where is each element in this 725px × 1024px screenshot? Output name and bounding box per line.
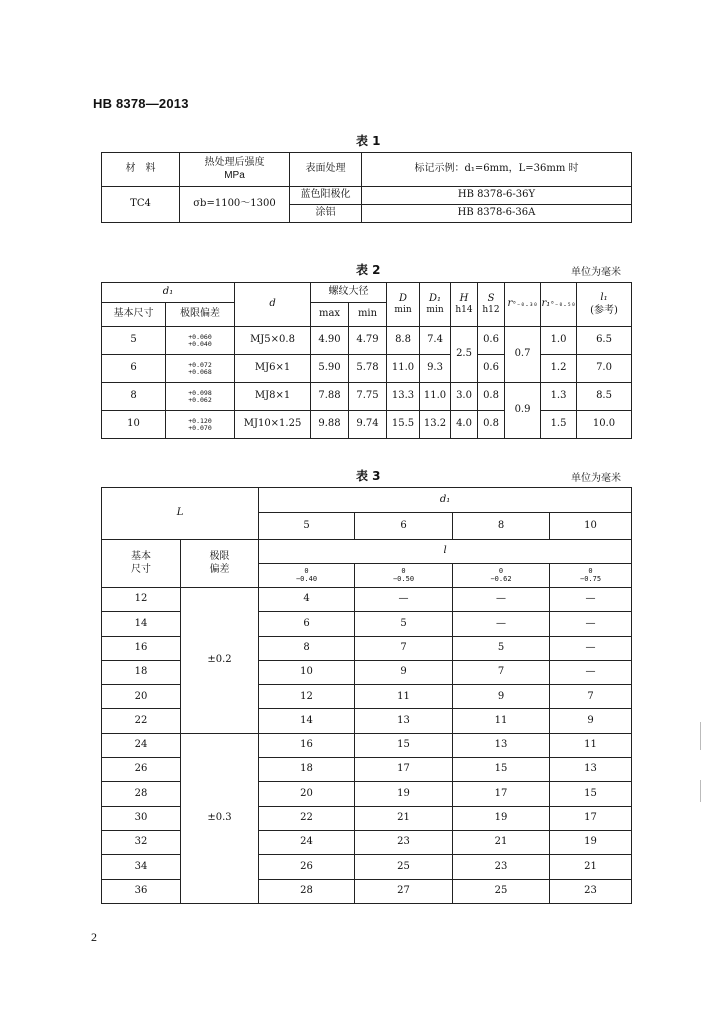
t1-header-surface: 表面处理 bbox=[290, 153, 362, 187]
t2-S: 0.6 bbox=[478, 327, 505, 355]
t3-l-value: 25 bbox=[453, 879, 550, 903]
t3-L: 12 bbox=[102, 588, 181, 612]
t2-r1: 1.0 bbox=[541, 327, 577, 355]
t2-tol-low: +0.068 bbox=[188, 367, 212, 376]
t2-header-H-label: H bbox=[459, 292, 469, 304]
t2-header-d: d bbox=[235, 283, 311, 327]
t1-surface-2: 涂铝 bbox=[290, 205, 362, 223]
t2-header-l1 bbox=[577, 283, 632, 327]
t3-l-value: 9 bbox=[453, 685, 550, 709]
t3-l-value: 22 bbox=[259, 806, 355, 830]
t2-tol-up: +0.098 bbox=[188, 388, 212, 397]
t2-D1: 11.0 bbox=[420, 383, 451, 411]
table-row bbox=[102, 355, 632, 383]
t2-l1: 10.0 bbox=[577, 411, 632, 439]
t2-tol bbox=[166, 383, 235, 411]
t3-l-value: 28 bbox=[259, 879, 355, 903]
t1-header-strength-label: 热处理后强度 bbox=[204, 157, 265, 168]
t3-l-value: 15 bbox=[453, 758, 550, 782]
t3-l-tol-low: −0.62 bbox=[490, 574, 512, 583]
t2-max: 4.90 bbox=[311, 327, 349, 355]
t3-header-tol: 极限 偏差 bbox=[181, 540, 259, 588]
t2-header-D1-label: D₁ bbox=[429, 292, 442, 304]
t3-l-value: 23 bbox=[453, 855, 550, 879]
t2-header-thread: 螺纹大径 bbox=[311, 283, 387, 303]
t3-l-value: 5 bbox=[355, 612, 453, 636]
t2-header-l1-label: l₁ bbox=[600, 292, 608, 303]
t3-l-value: 11 bbox=[550, 733, 632, 757]
t3-l-value: 15 bbox=[550, 782, 632, 806]
t3-l-value: 8 bbox=[259, 636, 355, 660]
t3-l-value: 19 bbox=[550, 830, 632, 854]
t2-S: 0.8 bbox=[478, 383, 505, 411]
t1-strength-value: σb=1100～1300 bbox=[180, 187, 290, 223]
t3-l-value: 23 bbox=[550, 879, 632, 903]
t1-header-strength bbox=[180, 153, 290, 187]
t2-S: 0.8 bbox=[478, 411, 505, 439]
table1 bbox=[101, 152, 632, 223]
t3-l-value: 7 bbox=[453, 660, 550, 684]
t3-l-value: 17 bbox=[355, 758, 453, 782]
t2-D: 13.3 bbox=[387, 383, 420, 411]
t2-tol-up: +0.072 bbox=[188, 360, 212, 369]
t2-min: 9.74 bbox=[349, 411, 387, 439]
t2-min: 5.78 bbox=[349, 355, 387, 383]
t2-header-S-sub: h12 bbox=[482, 305, 500, 316]
t3-l-tol-top: 0 bbox=[498, 566, 504, 575]
t2-r1: 1.2 bbox=[541, 355, 577, 383]
t2-l1: 7.0 bbox=[577, 355, 632, 383]
t2-tol-low: +0.070 bbox=[188, 423, 212, 432]
table3 bbox=[101, 487, 632, 904]
t3-L: 36 bbox=[102, 879, 181, 903]
t2-H-merged: 2.5 bbox=[451, 327, 478, 383]
t2-header-D1-sub: min bbox=[426, 305, 444, 316]
t2-r1: 1.5 bbox=[541, 411, 577, 439]
table-row bbox=[102, 588, 632, 612]
t2-header-S bbox=[478, 283, 505, 327]
t1-material: TC4 bbox=[102, 187, 180, 223]
t3-d1-value: 5 bbox=[259, 513, 355, 540]
t2-header-D1 bbox=[420, 283, 451, 327]
t3-l-tol-low: −0.75 bbox=[580, 574, 602, 583]
t3-header-d1: d₁ bbox=[259, 488, 632, 513]
t2-tol-up: +0.060 bbox=[188, 332, 212, 341]
t2-header-l1-sub: (参考) bbox=[590, 304, 618, 316]
t3-L: 28 bbox=[102, 782, 181, 806]
t2-header-r1-label: r₁ bbox=[541, 298, 551, 310]
t2-header-r1 bbox=[541, 283, 577, 327]
t3-L: 22 bbox=[102, 709, 181, 733]
t3-l-value: — bbox=[453, 588, 550, 612]
t2-max: 5.90 bbox=[311, 355, 349, 383]
t3-l-value: 14 bbox=[259, 709, 355, 733]
t3-l-value: 21 bbox=[550, 855, 632, 879]
t3-L: 26 bbox=[102, 758, 181, 782]
t3-l-value: 9 bbox=[550, 709, 632, 733]
t2-header-r bbox=[505, 283, 541, 327]
t1-mark-2: HB 8378-6-36A bbox=[362, 205, 632, 223]
t2-r1: 1.3 bbox=[541, 383, 577, 411]
t3-l-value: 21 bbox=[453, 830, 550, 854]
t3-l-tol bbox=[550, 564, 632, 588]
t3-L: 30 bbox=[102, 806, 181, 830]
t2-D: 8.8 bbox=[387, 327, 420, 355]
t3-l-value: 25 bbox=[355, 855, 453, 879]
t2-D: 15.5 bbox=[387, 411, 420, 439]
t3-l-value: 5 bbox=[453, 636, 550, 660]
t2-max: 9.88 bbox=[311, 411, 349, 439]
t2-tol-up: +0.120 bbox=[188, 416, 212, 425]
t2-header-D bbox=[387, 283, 420, 327]
t3-l-value: 7 bbox=[355, 636, 453, 660]
t2-header-S-label: S bbox=[487, 292, 495, 304]
t3-header-l: l bbox=[259, 540, 632, 564]
t3-l-value: 17 bbox=[550, 806, 632, 830]
t3-l-value: 6 bbox=[259, 612, 355, 636]
t2-l1: 6.5 bbox=[577, 327, 632, 355]
t2-header-tol: 极限偏差 bbox=[166, 303, 235, 327]
t3-l-tol bbox=[355, 564, 453, 588]
table2-unit: 单位为毫米 bbox=[571, 267, 621, 278]
t3-l-tol-low: −0.50 bbox=[392, 574, 415, 583]
t2-tol bbox=[166, 355, 235, 383]
t2-min: 7.75 bbox=[349, 383, 387, 411]
t2-header-H-sub: h14 bbox=[455, 305, 473, 316]
t2-basic: 10 bbox=[102, 411, 166, 439]
t3-l-value: 13 bbox=[453, 733, 550, 757]
t3-l-value: 19 bbox=[453, 806, 550, 830]
t3-l-value: — bbox=[550, 636, 632, 660]
t2-d: MJ10×1.25 bbox=[235, 411, 311, 439]
t3-tol-group-1: ±0.2 bbox=[181, 588, 259, 734]
table-row bbox=[102, 411, 632, 439]
t3-l-value: 10 bbox=[259, 660, 355, 684]
t2-basic: 5 bbox=[102, 327, 166, 355]
t2-tol-low: +0.040 bbox=[188, 339, 212, 348]
table2 bbox=[101, 282, 632, 439]
t3-l-value: 13 bbox=[355, 709, 453, 733]
t2-d: MJ8×1 bbox=[235, 383, 311, 411]
t3-l-value: 21 bbox=[355, 806, 453, 830]
t3-l-value: — bbox=[550, 588, 632, 612]
t3-l-tol-top: 0 bbox=[588, 566, 593, 575]
t2-header-D-sub: min bbox=[394, 305, 412, 316]
t3-tol-group-2: ±0.3 bbox=[181, 733, 259, 903]
table-row bbox=[102, 733, 632, 757]
t3-l-value: — bbox=[550, 612, 632, 636]
t3-l-value: 24 bbox=[259, 830, 355, 854]
t3-l-value: 11 bbox=[355, 685, 453, 709]
t3-l-tol-top: 0 bbox=[304, 566, 309, 575]
t2-min: 4.79 bbox=[349, 327, 387, 355]
t2-H: 3.0 bbox=[451, 383, 478, 411]
t3-d1-value: 8 bbox=[453, 513, 550, 540]
t1-mark-1: HB 8378-6-36Y bbox=[362, 187, 632, 205]
table-row bbox=[102, 327, 632, 355]
t3-L: 16 bbox=[102, 636, 181, 660]
t2-l1: 8.5 bbox=[577, 383, 632, 411]
table3-unit: 单位为毫米 bbox=[571, 473, 621, 484]
t3-L: 34 bbox=[102, 855, 181, 879]
scan-mark bbox=[700, 722, 701, 750]
t2-D1: 13.2 bbox=[420, 411, 451, 439]
t2-tol-low: +0.062 bbox=[188, 395, 212, 404]
t3-l-value: 16 bbox=[259, 733, 355, 757]
t3-l-value: 7 bbox=[550, 685, 632, 709]
t2-header-r-tol: ⁰₋₀.₃₀ bbox=[512, 300, 538, 309]
t2-d: MJ5×0.8 bbox=[235, 327, 311, 355]
t2-d: MJ6×1 bbox=[235, 355, 311, 383]
t3-l-tol bbox=[259, 564, 355, 588]
t1-header-material: 材 料 bbox=[102, 153, 180, 187]
t3-l-value: 9 bbox=[355, 660, 453, 684]
t3-l-value: 26 bbox=[259, 855, 355, 879]
t3-l-value: 15 bbox=[355, 733, 453, 757]
t3-l-value: 23 bbox=[355, 830, 453, 854]
t3-L: 24 bbox=[102, 733, 181, 757]
document-header: HB 8378—2013 bbox=[93, 96, 189, 111]
t2-header-basic: 基本尺寸 bbox=[102, 303, 166, 327]
t3-d1-value: 10 bbox=[550, 513, 632, 540]
t3-l-value: 20 bbox=[259, 782, 355, 806]
t2-tol bbox=[166, 411, 235, 439]
t2-tol bbox=[166, 327, 235, 355]
t3-body bbox=[102, 588, 632, 904]
scan-mark bbox=[700, 780, 701, 802]
t3-l-value: 11 bbox=[453, 709, 550, 733]
t3-l-tol bbox=[453, 564, 550, 588]
t3-l-value: 12 bbox=[259, 685, 355, 709]
t3-l-value: — bbox=[550, 660, 632, 684]
t3-header-L: L bbox=[102, 488, 259, 540]
t3-l-value: 4 bbox=[259, 588, 355, 612]
t2-D1: 9.3 bbox=[420, 355, 451, 383]
t3-header-basic: 基本 尺寸 bbox=[102, 540, 181, 588]
t2-max: 7.88 bbox=[311, 383, 349, 411]
t3-d1-value: 6 bbox=[355, 513, 453, 540]
t2-header-min: min bbox=[349, 303, 387, 327]
t2-r-merged-bottom: 0.9 bbox=[505, 383, 541, 439]
t2-basic: 8 bbox=[102, 383, 166, 411]
t3-L: 18 bbox=[102, 660, 181, 684]
t3-l-value: 27 bbox=[355, 879, 453, 903]
t3-l-value: — bbox=[355, 588, 453, 612]
table2-caption: 表 2 bbox=[356, 263, 381, 277]
t3-l-value: 19 bbox=[355, 782, 453, 806]
t3-l-value: 13 bbox=[550, 758, 632, 782]
table-row bbox=[102, 383, 632, 411]
t3-L: 14 bbox=[102, 612, 181, 636]
t2-D: 11.0 bbox=[387, 355, 420, 383]
t2-S: 0.6 bbox=[478, 355, 505, 383]
t3-l-tol-low: −0.40 bbox=[295, 574, 318, 583]
t2-header-r1-tol: ⁰₋₀.₅₀ bbox=[550, 300, 576, 309]
t2-r-merged-top: 0.7 bbox=[505, 327, 541, 383]
t1-surface-1: 蓝色阳极化 bbox=[290, 187, 362, 205]
t3-l-value: — bbox=[453, 612, 550, 636]
page-number: 2 bbox=[91, 930, 97, 944]
t2-header-H bbox=[451, 283, 478, 327]
t3-l-value: 18 bbox=[259, 758, 355, 782]
t1-header-marking: 标记示例：d₁=6mm，L=36mm 时 bbox=[362, 153, 632, 187]
t3-L: 32 bbox=[102, 830, 181, 854]
t2-header-max: max bbox=[311, 303, 349, 327]
t2-header-r-label: r bbox=[507, 298, 513, 310]
table1-caption: 表 1 bbox=[356, 134, 381, 148]
t2-D1: 7.4 bbox=[420, 327, 451, 355]
t3-L: 20 bbox=[102, 685, 181, 709]
table3-caption: 表 3 bbox=[356, 469, 381, 483]
t2-H: 4.0 bbox=[451, 411, 478, 439]
t2-header-D-label: D bbox=[399, 292, 408, 304]
t3-l-tol-top: 0 bbox=[401, 566, 406, 575]
t1-header-strength-unit: MPa bbox=[224, 169, 245, 181]
t2-basic: 6 bbox=[102, 355, 166, 383]
t2-header-d1: d₁ bbox=[102, 283, 235, 303]
t3-l-value: 17 bbox=[453, 782, 550, 806]
